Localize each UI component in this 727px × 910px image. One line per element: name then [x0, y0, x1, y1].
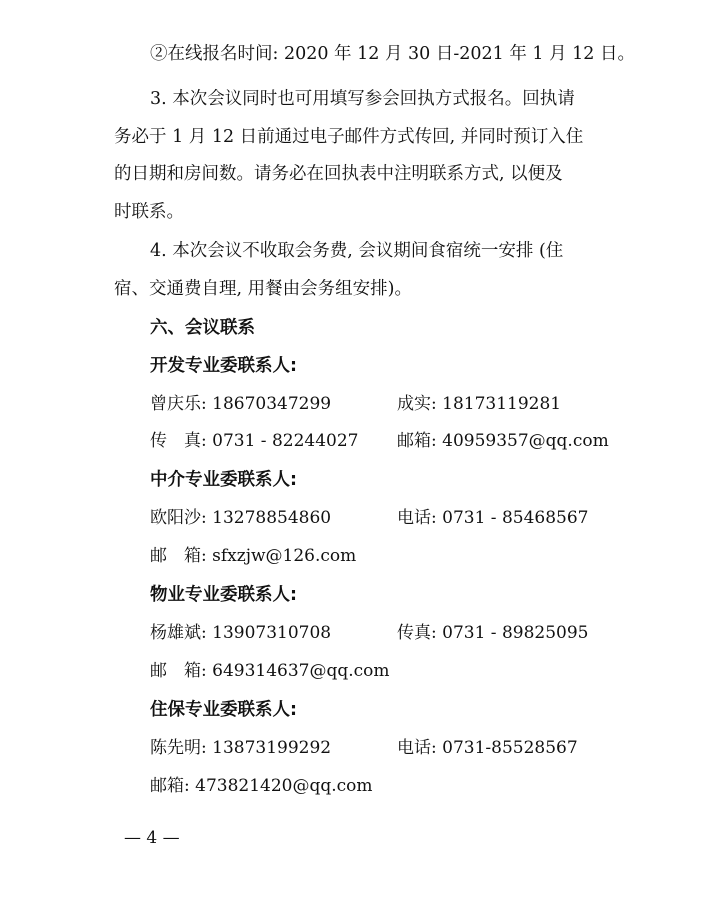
- contact-entry: 成实: 18173119281: [397, 394, 562, 414]
- contact-entry: 欧阳沙: 13278854860: [150, 508, 332, 528]
- contact-entry: 邮 箱: sfxzjw@126.com: [150, 546, 357, 566]
- contact-group-title: 物业专业委联系人:: [150, 585, 297, 605]
- page-number: — 4 —: [124, 828, 180, 848]
- item-3-line-3: 的日期和房间数。请务必在回执表中注明联系方式, 以便及: [114, 164, 563, 184]
- item-3-line-2: 务必于 1 月 12 日前通过电子邮件方式传回, 并同时预订入住: [114, 127, 584, 147]
- contact-entry: 邮箱: 40959357@qq.com: [397, 431, 609, 451]
- contact-entry: 陈先明: 13873199292: [150, 738, 332, 758]
- contact-group-title: 住保专业委联系人:: [150, 700, 297, 720]
- contact-entry: 邮 箱: 649314637@qq.com: [150, 661, 390, 681]
- item-3-line-4: 时联系。: [114, 202, 184, 222]
- contact-entry: 电话: 0731 - 85468567: [397, 508, 589, 528]
- contact-entry: 电话: 0731-85528567: [397, 738, 578, 758]
- contact-entry: 传真: 0731 - 89825095: [397, 623, 589, 643]
- section-title: 六、会议联系: [150, 318, 255, 338]
- item-3-line-1: 3. 本次会议同时也可用填写参会回执方式报名。回执请: [150, 89, 575, 109]
- contact-entry: 邮箱: 473821420@qq.com: [150, 776, 373, 796]
- item-4-line-2: 宿、交通费自理, 用餐由会务组安排)。: [114, 279, 412, 299]
- contact-entry: 曾庆乐: 18670347299: [150, 394, 332, 414]
- contact-group-title: 开发专业委联系人:: [150, 356, 297, 376]
- item-4-line-1: 4. 本次会议不收取会务费, 会议期间食宿统一安排 (住: [150, 241, 564, 261]
- contact-group-title: 中介专业委联系人:: [150, 470, 297, 490]
- contact-entry: 传 真: 0731 - 82244027: [150, 431, 359, 451]
- online-registration-time: ②在线报名时间: 2020 年 12 月 30 日-2021 年 1 月 12 日。: [150, 44, 636, 64]
- contact-entry: 杨雄斌: 13907310708: [150, 623, 332, 643]
